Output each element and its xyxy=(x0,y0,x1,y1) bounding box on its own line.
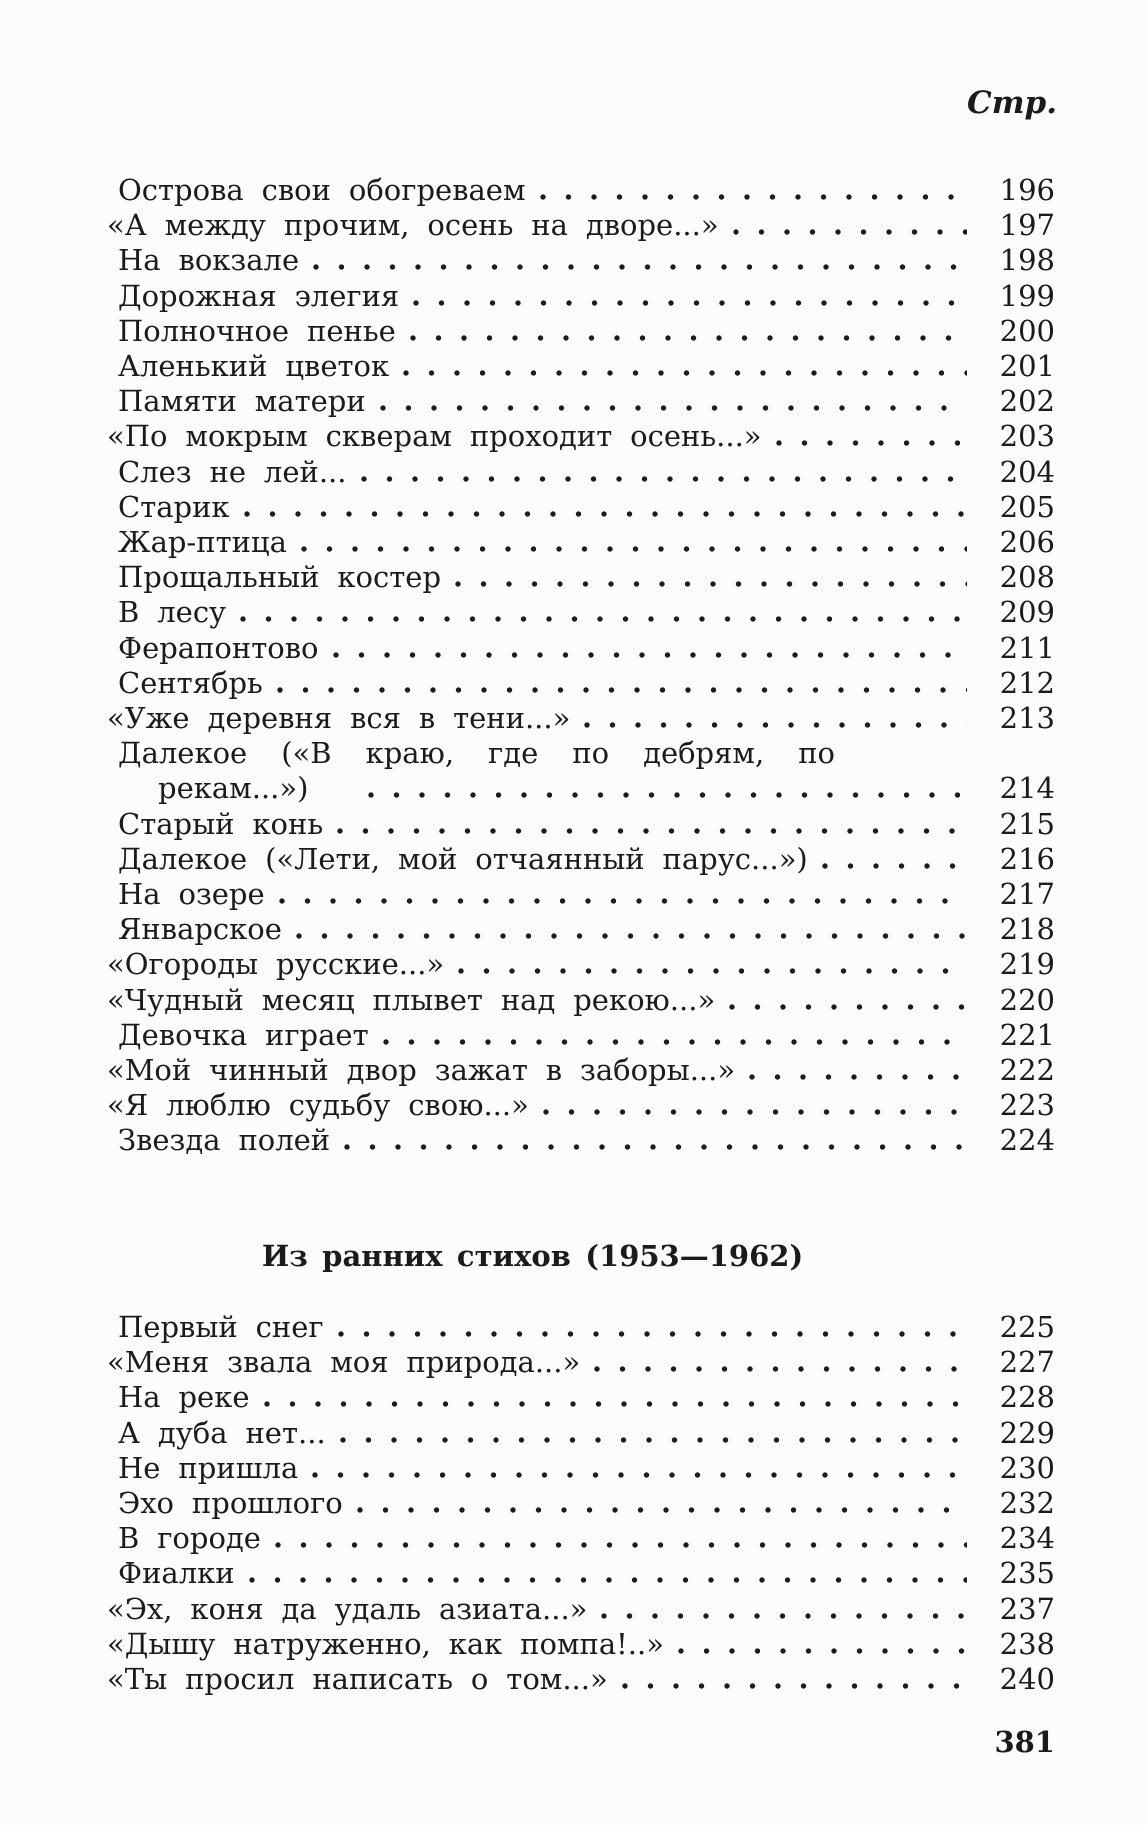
entry-title: «По мокрым скверам проходит осень...» xyxy=(107,419,762,454)
entry-title: А дуба нет... xyxy=(118,1415,326,1450)
entry-title: Прощальный костер xyxy=(118,560,442,595)
entry-title: В городе xyxy=(118,1521,261,1556)
entry-title: Первый снег xyxy=(118,1309,324,1344)
toc-entry xyxy=(118,349,1055,384)
entry-title: Памяти матери xyxy=(118,384,366,419)
entry-title: В лесу xyxy=(118,595,227,630)
toc-entry xyxy=(118,314,1055,349)
entry-title: «Эх, коня да удаль азиата...» xyxy=(107,1591,588,1626)
toc-entry xyxy=(107,419,1055,454)
entry-page-number: 237 xyxy=(999,1591,1055,1626)
entry-page-number: 219 xyxy=(999,947,1055,982)
entry-title: Звезда полей xyxy=(118,1123,331,1158)
dot-leader xyxy=(264,1395,967,1407)
dot-leader xyxy=(822,857,967,869)
toc-entry xyxy=(107,1591,1055,1627)
dot-leader xyxy=(594,1360,967,1372)
dot-leader xyxy=(296,927,967,939)
entry-title: «Ты просил написать о том...» xyxy=(107,1661,608,1696)
entry-title: Старый конь xyxy=(118,806,324,841)
entry-title: «Дышу натруженно, как помпа!..» xyxy=(107,1626,664,1661)
entry-page-number: 221 xyxy=(999,1017,1055,1052)
dot-leader xyxy=(279,892,967,904)
entry-title: На озере xyxy=(118,877,265,912)
table-of-contents xyxy=(0,173,1147,1697)
toc-entry xyxy=(107,208,1055,243)
entry-page-number: 223 xyxy=(999,1088,1055,1123)
dot-leader xyxy=(357,1501,967,1513)
toc-entry xyxy=(118,912,1055,947)
entry-title: «Мой чинный двор зажат в заборы...» xyxy=(107,1053,736,1088)
toc-entry xyxy=(118,384,1055,419)
toc-entry xyxy=(107,1053,1055,1088)
toc-entry xyxy=(118,877,1055,912)
toc-entry xyxy=(118,666,1055,701)
dot-leader xyxy=(733,223,967,235)
entry-page-number: 204 xyxy=(999,454,1055,489)
dot-leader xyxy=(403,364,967,376)
entry-page-number: 199 xyxy=(999,278,1055,313)
entry-title: На вокзале xyxy=(118,243,300,278)
entry-title: Девочка играет xyxy=(118,1017,369,1052)
entry-page-number: 196 xyxy=(999,173,1055,207)
entry-page-number: 228 xyxy=(999,1380,1055,1415)
entry-title: рекам...») xyxy=(158,771,309,806)
entry-title: Слез не лей... xyxy=(118,454,347,489)
entry-title: «Чудный месяц плывет над рекою...» xyxy=(107,982,716,1017)
entry-title: Ферапонтово xyxy=(118,630,319,665)
toc-entry xyxy=(118,525,1055,560)
dot-leader xyxy=(338,1325,967,1337)
entry-title: «Меня звала моя природа...» xyxy=(107,1345,581,1380)
toc-entry xyxy=(118,455,1055,490)
entry-title: Дорожная элегия xyxy=(118,278,400,313)
toc-entry xyxy=(118,1416,1055,1451)
entry-page-number: 200 xyxy=(999,313,1055,348)
dot-leader xyxy=(776,434,967,446)
dot-leader xyxy=(749,1068,967,1080)
dot-leader xyxy=(413,294,967,306)
dot-leader xyxy=(584,716,967,728)
toc-entry xyxy=(118,1451,1055,1486)
entry-page-number: 218 xyxy=(999,912,1055,947)
toc-entry xyxy=(107,947,1055,982)
entry-title: Старик xyxy=(118,489,230,524)
dot-leader xyxy=(622,1677,967,1689)
dot-leader xyxy=(601,1607,967,1619)
toc-entry xyxy=(118,807,1055,842)
entry-page-number: 198 xyxy=(999,243,1055,278)
toc-section-main xyxy=(107,173,1055,1159)
entry-page-number: 211 xyxy=(999,630,1055,665)
toc-entry xyxy=(118,1380,1055,1415)
entry-title: Не пришла xyxy=(118,1450,299,1485)
entry-title: «Я люблю судьбу свою...» xyxy=(107,1088,529,1123)
entry-page-number: 222 xyxy=(999,1053,1055,1088)
dot-leader xyxy=(455,575,967,587)
dot-leader xyxy=(380,399,967,411)
toc-entry xyxy=(107,1088,1055,1123)
entry-page-number: 215 xyxy=(999,806,1055,841)
entry-page-number: 229 xyxy=(999,1415,1055,1450)
entry-page-number: 224 xyxy=(999,1123,1055,1158)
dot-leader xyxy=(249,1571,967,1583)
dot-leader xyxy=(383,1033,967,1045)
toc-entry xyxy=(107,982,1055,1018)
entry-title: Январское xyxy=(118,912,282,947)
entry-page-number: 203 xyxy=(999,419,1055,454)
dot-leader xyxy=(244,505,967,517)
dot-leader xyxy=(678,1642,967,1654)
dot-leader xyxy=(337,822,967,834)
entry-page-number: 217 xyxy=(999,877,1055,912)
toc-entry xyxy=(107,1345,1055,1380)
entry-page-number: 216 xyxy=(999,841,1055,876)
entry-title: Острова свои обогреваем xyxy=(118,173,526,207)
entry-page-number: 197 xyxy=(999,208,1055,243)
dot-leader xyxy=(313,258,967,270)
entry-title: «Огороды русские...» xyxy=(107,947,445,982)
dot-leader xyxy=(312,1466,967,1478)
dot-leader xyxy=(333,646,968,658)
entry-page-number: 240 xyxy=(999,1661,1055,1696)
toc-entry xyxy=(118,1486,1055,1521)
dot-leader xyxy=(368,786,967,798)
toc-entry xyxy=(118,771,1055,806)
toc-entry xyxy=(118,595,1055,630)
entry-page-number: 230 xyxy=(999,1450,1055,1485)
toc-entry xyxy=(107,1626,1055,1662)
toc-entry xyxy=(118,243,1055,278)
toc-entry xyxy=(107,1661,1055,1697)
toc-entry-title-line1: Далекое («В краю, где по дебрям, по xyxy=(118,736,835,771)
entry-page-number: 205 xyxy=(999,489,1055,524)
entry-page-number: 227 xyxy=(999,1345,1055,1380)
dot-leader xyxy=(543,1103,967,1115)
dot-leader xyxy=(458,962,967,974)
toc-entry xyxy=(118,173,1055,208)
page-number-folio: 381 xyxy=(994,1725,1055,1760)
page-column-header: Стр. xyxy=(967,85,1057,121)
dot-leader xyxy=(729,998,967,1010)
entry-title: Сентябрь xyxy=(118,665,263,700)
toc-entry xyxy=(118,279,1055,314)
dot-leader xyxy=(301,540,967,552)
entry-title: «А между прочим, осень на дворе...» xyxy=(107,208,719,243)
dot-leader xyxy=(344,1138,967,1150)
toc-entry xyxy=(118,1556,1055,1591)
toc-entry xyxy=(118,1018,1055,1053)
dot-leader xyxy=(540,188,967,200)
entry-page-number: 234 xyxy=(999,1521,1055,1556)
toc-entry xyxy=(118,1521,1055,1556)
toc-entry xyxy=(118,842,1055,877)
entry-page-number: 212 xyxy=(999,665,1055,700)
entry-title: На реке xyxy=(118,1380,250,1415)
dot-leader xyxy=(340,1431,967,1443)
toc-entry xyxy=(118,560,1055,595)
entry-page-number: 209 xyxy=(999,595,1055,630)
toc-entry xyxy=(107,701,1055,736)
entry-page-number: 235 xyxy=(999,1556,1055,1591)
dot-leader xyxy=(275,1536,967,1548)
entry-title: Жар-птица xyxy=(118,525,287,560)
entry-page-number: 238 xyxy=(999,1626,1055,1661)
toc-entry xyxy=(118,1310,1055,1345)
entry-page-number: 208 xyxy=(999,560,1055,595)
entry-title: Аленький цветок xyxy=(118,349,390,384)
entry-page-number: 201 xyxy=(999,349,1055,384)
entry-page-number: 206 xyxy=(999,525,1055,560)
entry-title: Полночное пенье xyxy=(118,313,396,348)
dot-leader xyxy=(410,329,967,341)
entry-page-number: 202 xyxy=(999,384,1055,419)
entry-page-number: 232 xyxy=(999,1485,1055,1520)
entry-title: Далекое («Лети, мой отчаянный парус...») xyxy=(118,841,808,876)
dot-leader xyxy=(277,681,967,693)
toc-section-early-poems xyxy=(107,1309,1055,1697)
dot-leader xyxy=(361,470,968,482)
entry-title: Эхо прошлого xyxy=(118,1485,343,1520)
entry-title: Фиалки xyxy=(118,1556,235,1591)
entry-page-number: 225 xyxy=(999,1309,1055,1344)
section-heading: Из ранних стихов (1953—1962) xyxy=(261,1238,804,1273)
entry-page-number: 214 xyxy=(999,771,1055,806)
toc-entry xyxy=(118,490,1055,525)
toc-entry xyxy=(118,631,1055,666)
entry-page-number: 220 xyxy=(999,982,1055,1017)
entry-page-number: 213 xyxy=(999,701,1055,736)
dot-leader xyxy=(240,610,967,622)
entry-title: «Уже деревня вся в тени...» xyxy=(107,701,571,736)
toc-entry xyxy=(118,1123,1055,1158)
